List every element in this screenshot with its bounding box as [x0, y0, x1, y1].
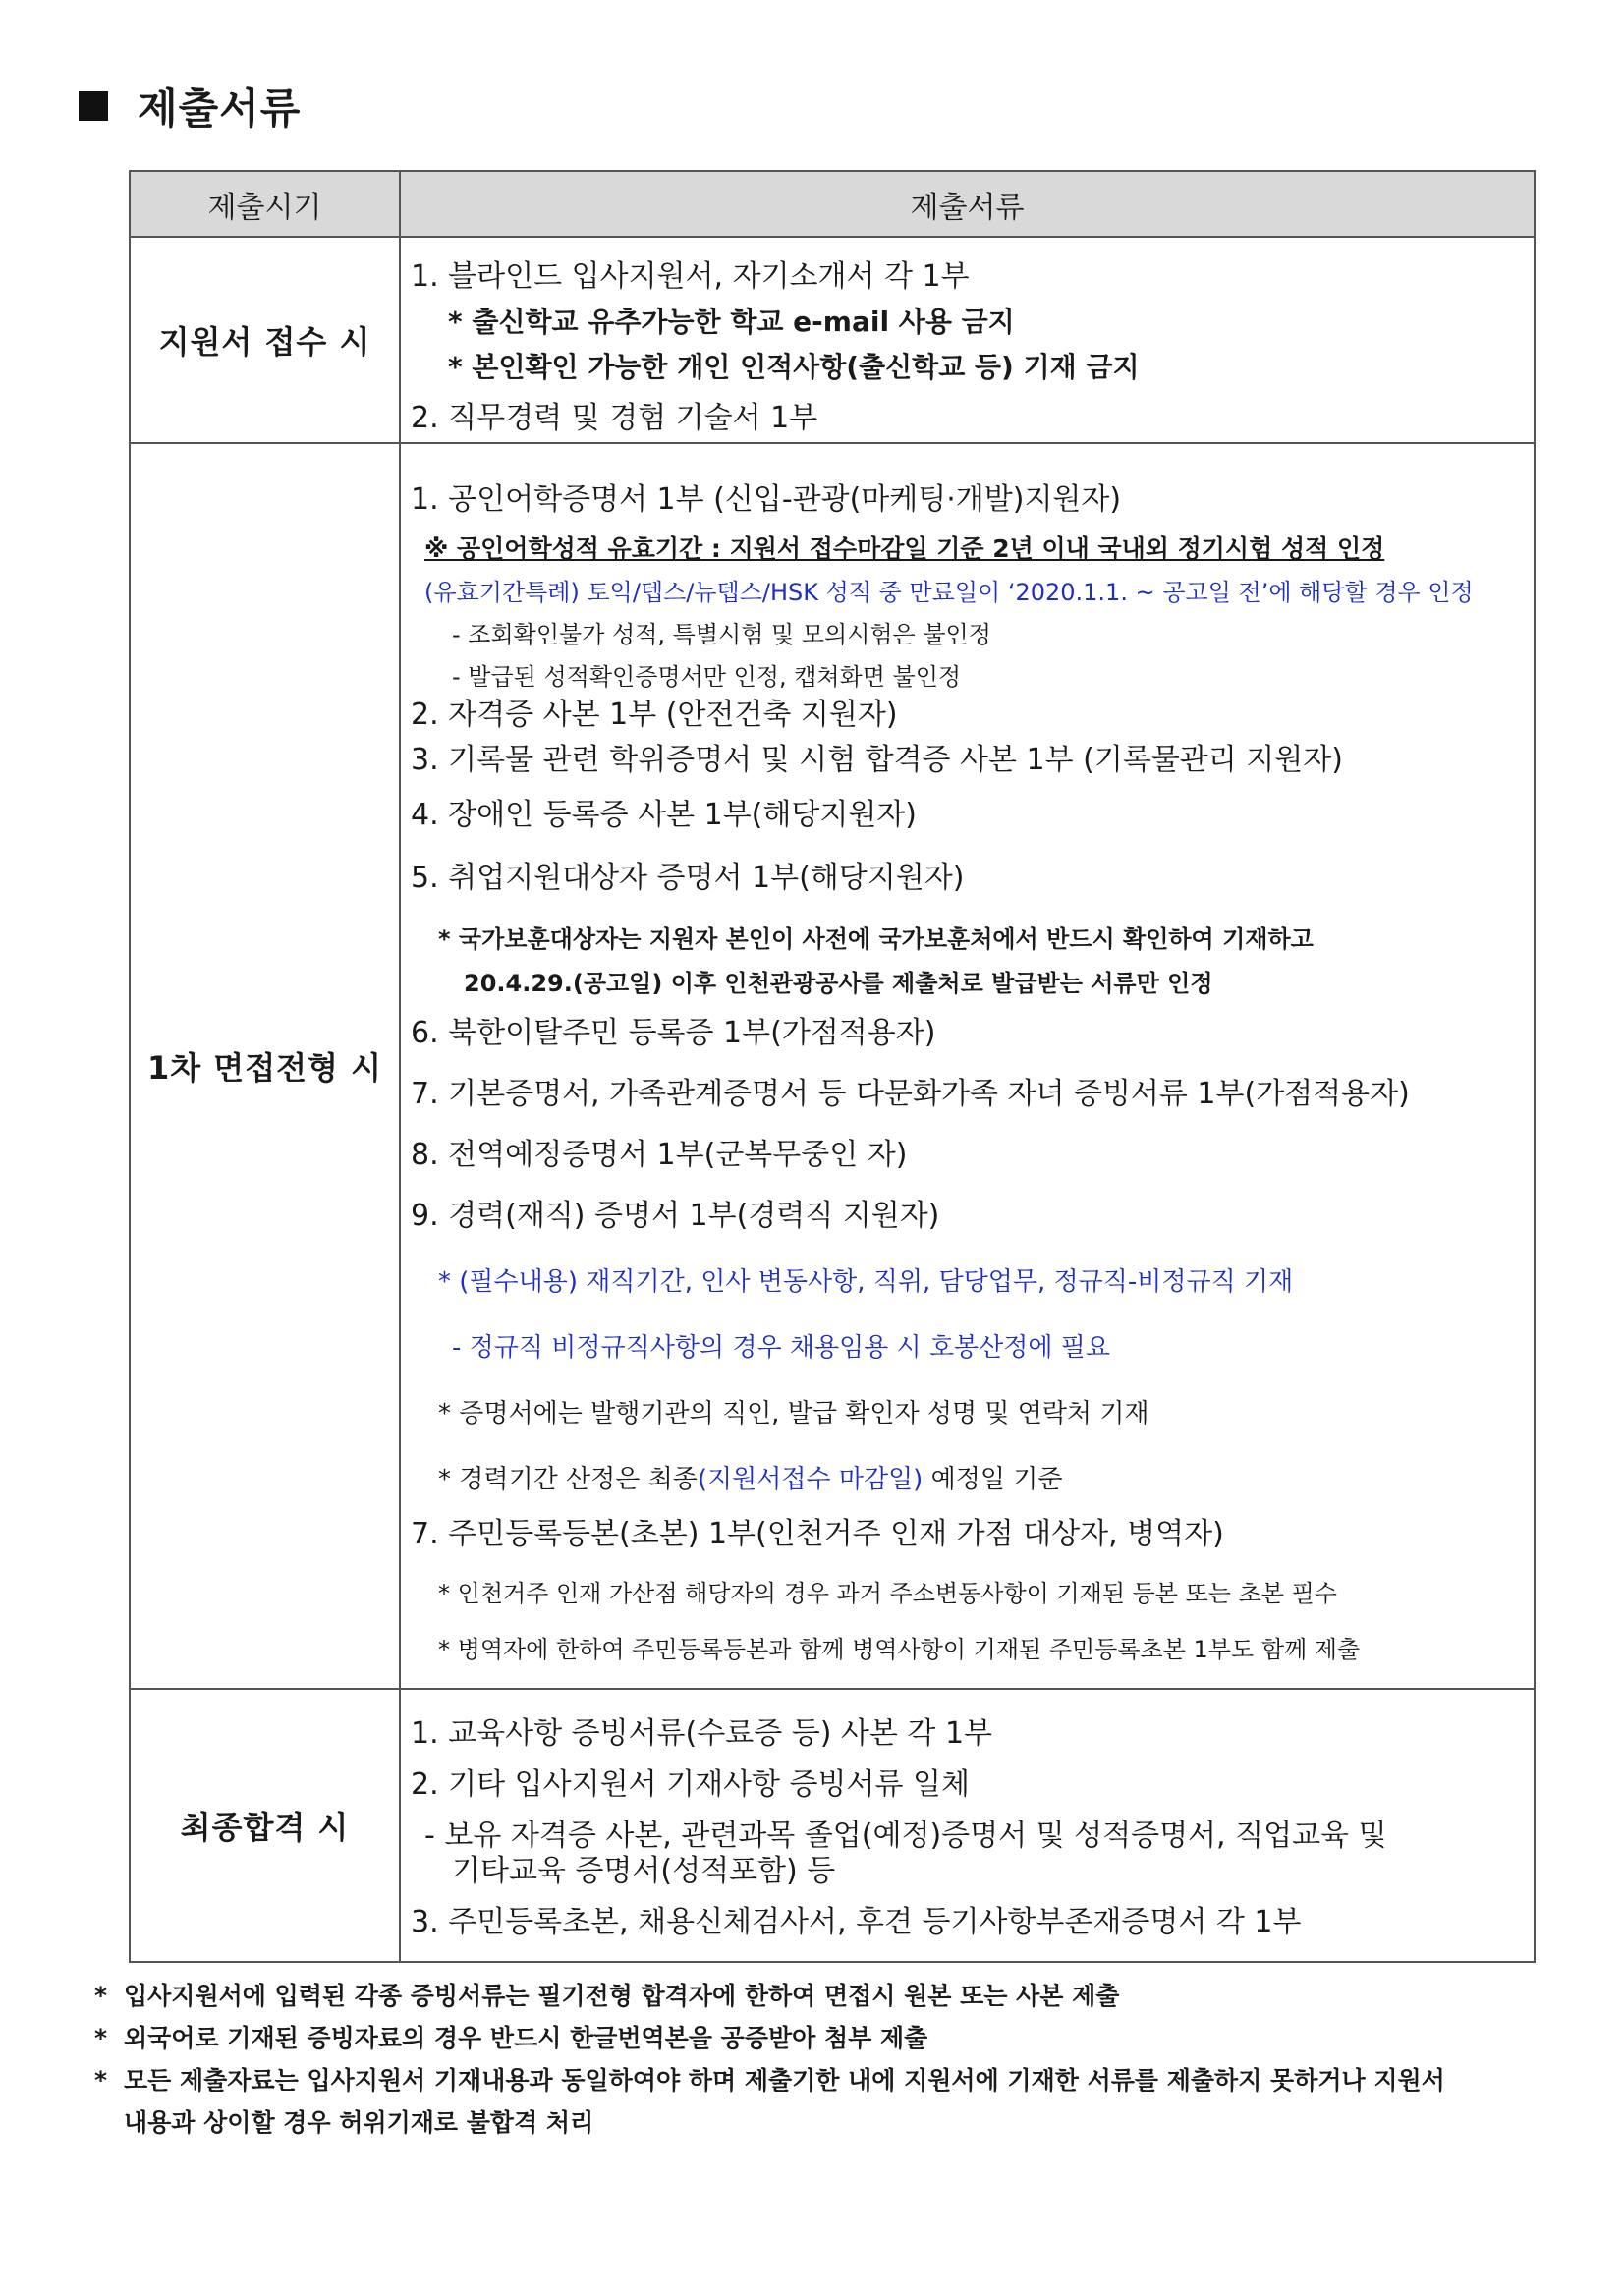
- list-item: 4. 장애인 등록증 사본 1부(해당지원자): [411, 797, 917, 832]
- documents-table: [129, 170, 1536, 1963]
- footnote-text: 외국어로 기재된 증빙자료의 경우 반드시 한글번역본을 공증받아 첨부 제출: [124, 2024, 928, 2052]
- list-item: 5. 취업지원대상자 증명서 1부(해당지원자): [411, 860, 965, 895]
- list-note: * 출신학교 유추가능한 학교 e-mail 사용 금지: [448, 306, 1015, 338]
- table-row: [130, 237, 1535, 443]
- list-item: 2. 직무경력 및 경험 기술서 1부: [411, 401, 818, 435]
- table-header-row: [130, 171, 1535, 237]
- list-subitem: - 정규직 비정규직사항의 경우 채용임용 시 호봉산정에 필요: [452, 1332, 1111, 1363]
- table-row: [130, 1689, 1535, 1962]
- list-item: 7. 주민등록등본(초본) 1부(인천거주 인재 가점 대상자, 병역자): [411, 1516, 1224, 1551]
- section-heading: [79, 77, 301, 136]
- documents-cell: [400, 443, 1535, 1689]
- asterisk: *: [94, 2066, 108, 2095]
- list-item: 6. 북한이탈주민 등록증 1부(가점적용자): [411, 1015, 936, 1050]
- documents-cell: [400, 1689, 1535, 1962]
- list-note: * 국가보훈대상자는 지원자 본인이 사전에 국가보훈처에서 반드시 확인하여 기재하고: [438, 924, 1314, 953]
- period-cell: 최종합격 시: [130, 1689, 400, 1962]
- list-subitem: - 발급된 성적확인증명서만 인정, 캡쳐화면 불인정: [452, 662, 962, 691]
- list-note: * 인천거주 인재 가산점 해당자의 경우 과거 주소변동사항이 기재된 등본 또는 초본 필수: [438, 1579, 1337, 1607]
- documents-cell: [400, 237, 1535, 443]
- table-row: [130, 443, 1535, 1689]
- list-item: 1. 공인어학증명서 1부 (신입-관광(마케팅·개발)지원자): [411, 481, 1122, 517]
- validity-exception-note: (유효기간특례) 토익/텝스/뉴텝스/HSK 성적 중 만료일이 ‘2020.1.1. ~ 공고일 전’에 해당할 경우 인정: [424, 578, 1474, 606]
- list-note: * (필수내용) 재직기간, 인사 변동사항, 직위, 담당업무, 정규직-비정규직 기재: [438, 1266, 1294, 1297]
- footnote: [94, 2059, 1568, 2101]
- period-cell: 지원서 접수 시: [130, 237, 400, 443]
- note-text: * 경력기간 산정은 최종: [438, 1464, 698, 1494]
- list-item: 2. 자격증 사본 1부 (안전건축 지원자): [411, 697, 898, 732]
- list-subitem: - 보유 자격증 사본, 관련과목 졸업(예정)증명서 및 성적증명서, 직업교육 및: [424, 1819, 1387, 1853]
- list-item: 2. 기타 입사지원서 기재사항 증빙서류 일체: [411, 1767, 970, 1802]
- footnote-text: 입사지원서에 입력된 각종 증빙서류는 필기전형 합격자에 한하여 면접시 원본 또는 사본 제출: [124, 1982, 1120, 2010]
- list-item: 1. 교육사항 증빙서류(수료증 등) 사본 각 1부: [411, 1716, 993, 1751]
- period-cell: 1차 면접전형 시: [130, 443, 400, 1689]
- black-square-icon: [79, 91, 108, 121]
- footnotes: [94, 1975, 1568, 2144]
- list-item: 1. 블라인드 입사지원서, 자기소개서 각 1부: [411, 259, 970, 294]
- list-item: 7. 기본증명서, 가족관계증명서 등 다문화가족 자녀 증빙서류 1부(가점적용자): [411, 1076, 1410, 1111]
- footnote: [94, 2017, 1568, 2059]
- list-note: * 본인확인 가능한 개인 인적사항(출신학교 등) 기재 금지: [448, 351, 1140, 383]
- list-subitem: - 조회확인불가 성적, 특별시험 및 모의시험은 불인정: [452, 620, 991, 648]
- list-note: [411, 1459, 1534, 1495]
- list-item: 8. 전역예정증명서 1부(군복무중인 자): [411, 1137, 908, 1172]
- header-period: 제출시기: [130, 171, 400, 237]
- note-text: 예정일 기준: [923, 1464, 1063, 1494]
- footnote-text: 모든 제출자료는 입사지원서 기재내용과 동일하여야 하며 제출기한 내에 지원서에 기재한 서류를 제출하지 못하거나 지원서: [124, 2066, 1445, 2095]
- list-note: 20.4.29.(공고일) 이후 인천관광공사를 제출처로 발급받는 서류만 인정: [464, 969, 1213, 997]
- footnote: [94, 1975, 1568, 2017]
- list-item: 3. 기록물 관련 학위증명서 및 시험 합격증 사본 1부 (기록물관리 지원자): [411, 742, 1343, 777]
- validity-note: ※ 공인어학성적 유효기간 : 지원서 접수마감일 기준 2년 이내 국내외 정기시험 성적 인정: [424, 533, 1385, 563]
- note-highlight: (지원서접수 마감일): [697, 1464, 924, 1494]
- list-subitem: 기타교육 증명서(성적포함) 등: [452, 1854, 836, 1888]
- asterisk: *: [94, 2024, 108, 2052]
- section-title: 제출서류: [138, 84, 302, 133]
- list-item: 3. 주민등록초본, 채용신체검사서, 후견 등기사항부존재증명서 각 1부: [411, 1905, 1302, 1939]
- list-note: * 병역자에 한하여 주민등록등본과 함께 병역사항이 기재된 주민등록초본 1부도 함께 제출: [438, 1635, 1361, 1663]
- list-item: 9. 경력(재직) 증명서 1부(경력직 지원자): [411, 1198, 940, 1233]
- asterisk: *: [94, 1982, 108, 2010]
- footnote-continuation: 내용과 상이할 경우 허위기재로 불합격 처리: [124, 2108, 594, 2137]
- list-note: * 증명서에는 발행기관의 직인, 발급 확인자 성명 및 연락처 기재: [438, 1398, 1149, 1428]
- header-documents: 제출서류: [400, 171, 1535, 237]
